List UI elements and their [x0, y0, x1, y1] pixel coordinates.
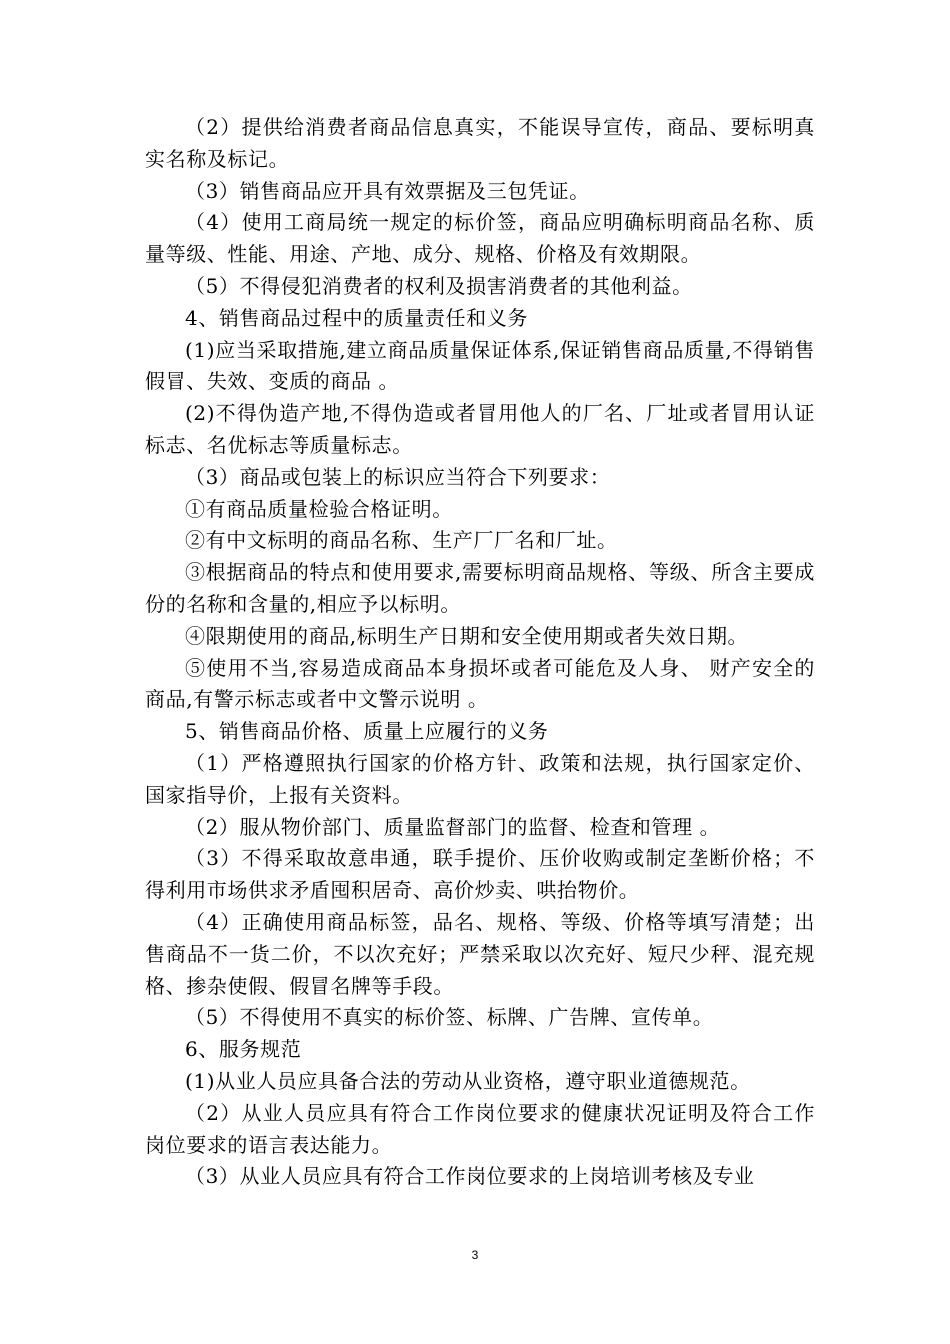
paragraph: （3）从业人员应具有符合工作岗位要求的上岗培训考核及专业: [185, 1164, 755, 1189]
paragraph: （5）不得使用不真实的标价签、标牌、广告牌、宣传单。: [185, 1005, 714, 1030]
paragraph: （5）不得侵犯消费者的权利及损害消费者的其他利益。: [185, 273, 693, 298]
list-item: ④限期使用的商品,标明生产日期和安全使用期或者失效日期。: [185, 623, 749, 648]
paragraph: （4）正确使用商品标签，品名、规格、等级、价格等填写清楚；出售商品不一货二价，不以次充好；严禁采取以次充好、短尺少秤、混充规格、掺杂使假、假冒名牌等手段。: [145, 909, 815, 998]
list-item: ③根据商品的特点和使用要求,需要标明商品规格、等级、所含主要成份的名称和含量的,相应予以标明。: [145, 560, 815, 616]
list-item: ②有中文标明的商品名称、生产厂厂名和厂址。: [185, 528, 618, 553]
section-heading: 4、销售商品过程中的质量责任和义务: [185, 305, 528, 330]
paragraph: （3）不得采取故意串通，联手提价、压价收购或制定垄断价格；不得利用市场供求矛盾囤积居奇、高价炒卖、哄抬物价。: [145, 846, 815, 903]
paragraph: （3）商品或包装上的标识应当符合下列要求：: [185, 464, 611, 489]
page-number: 3: [471, 1248, 479, 1262]
paragraph: (2)不得伪造产地,不得伪造或者冒用他人的厂名、厂址或者冒用认证标志、名优标志等质量标志。: [145, 401, 815, 457]
paragraph: (1)应当采取措施,建立商品质量保证体系,保证销售商品质量,不得销售假冒、失效、变质的商品 。: [145, 337, 815, 394]
paragraph: （1）严格遵照执行国家的价格方针、政策和法规，执行国家定价、国家指导价，上报有关资料。: [145, 750, 815, 807]
paragraph: （3）销售商品应开具有效票据及三包凭证。: [185, 178, 590, 203]
document-body: [145, 112, 815, 1193]
paragraph: （2）从业人员应具有符合工作岗位要求的健康状况证明及符合工作岗位要求的语言表达能力。: [145, 1100, 815, 1157]
section-heading: 5、销售商品价格、质量上应履行的义务: [185, 719, 549, 744]
section-heading: 6、服务规范: [185, 1037, 302, 1062]
paragraph: （4）使用工商局统一规定的标价签，商品应明确标明商品名称、质量等级、性能、用途、产地、成分、规格、价格及有效期限。: [145, 210, 815, 267]
list-item: ①有商品质量检验合格证明。: [185, 496, 453, 521]
list-item: ⑤使用不当,容易造成商品本身损坏或者可能危及人身、 财产安全的商品,有警示标志或者中文警示说明 。: [145, 655, 815, 712]
paragraph: （2）服从物价部门、质量监督部门的监督、检查和管理 。: [185, 814, 721, 839]
paragraph: （2）提供给消费者商品信息真实，不能误导宣传，商品、要标明真实名称及标记。: [145, 115, 815, 171]
paragraph: (1)从业人员应具备合法的劳动从业资格，遵守职业道德规范。: [185, 1068, 751, 1093]
